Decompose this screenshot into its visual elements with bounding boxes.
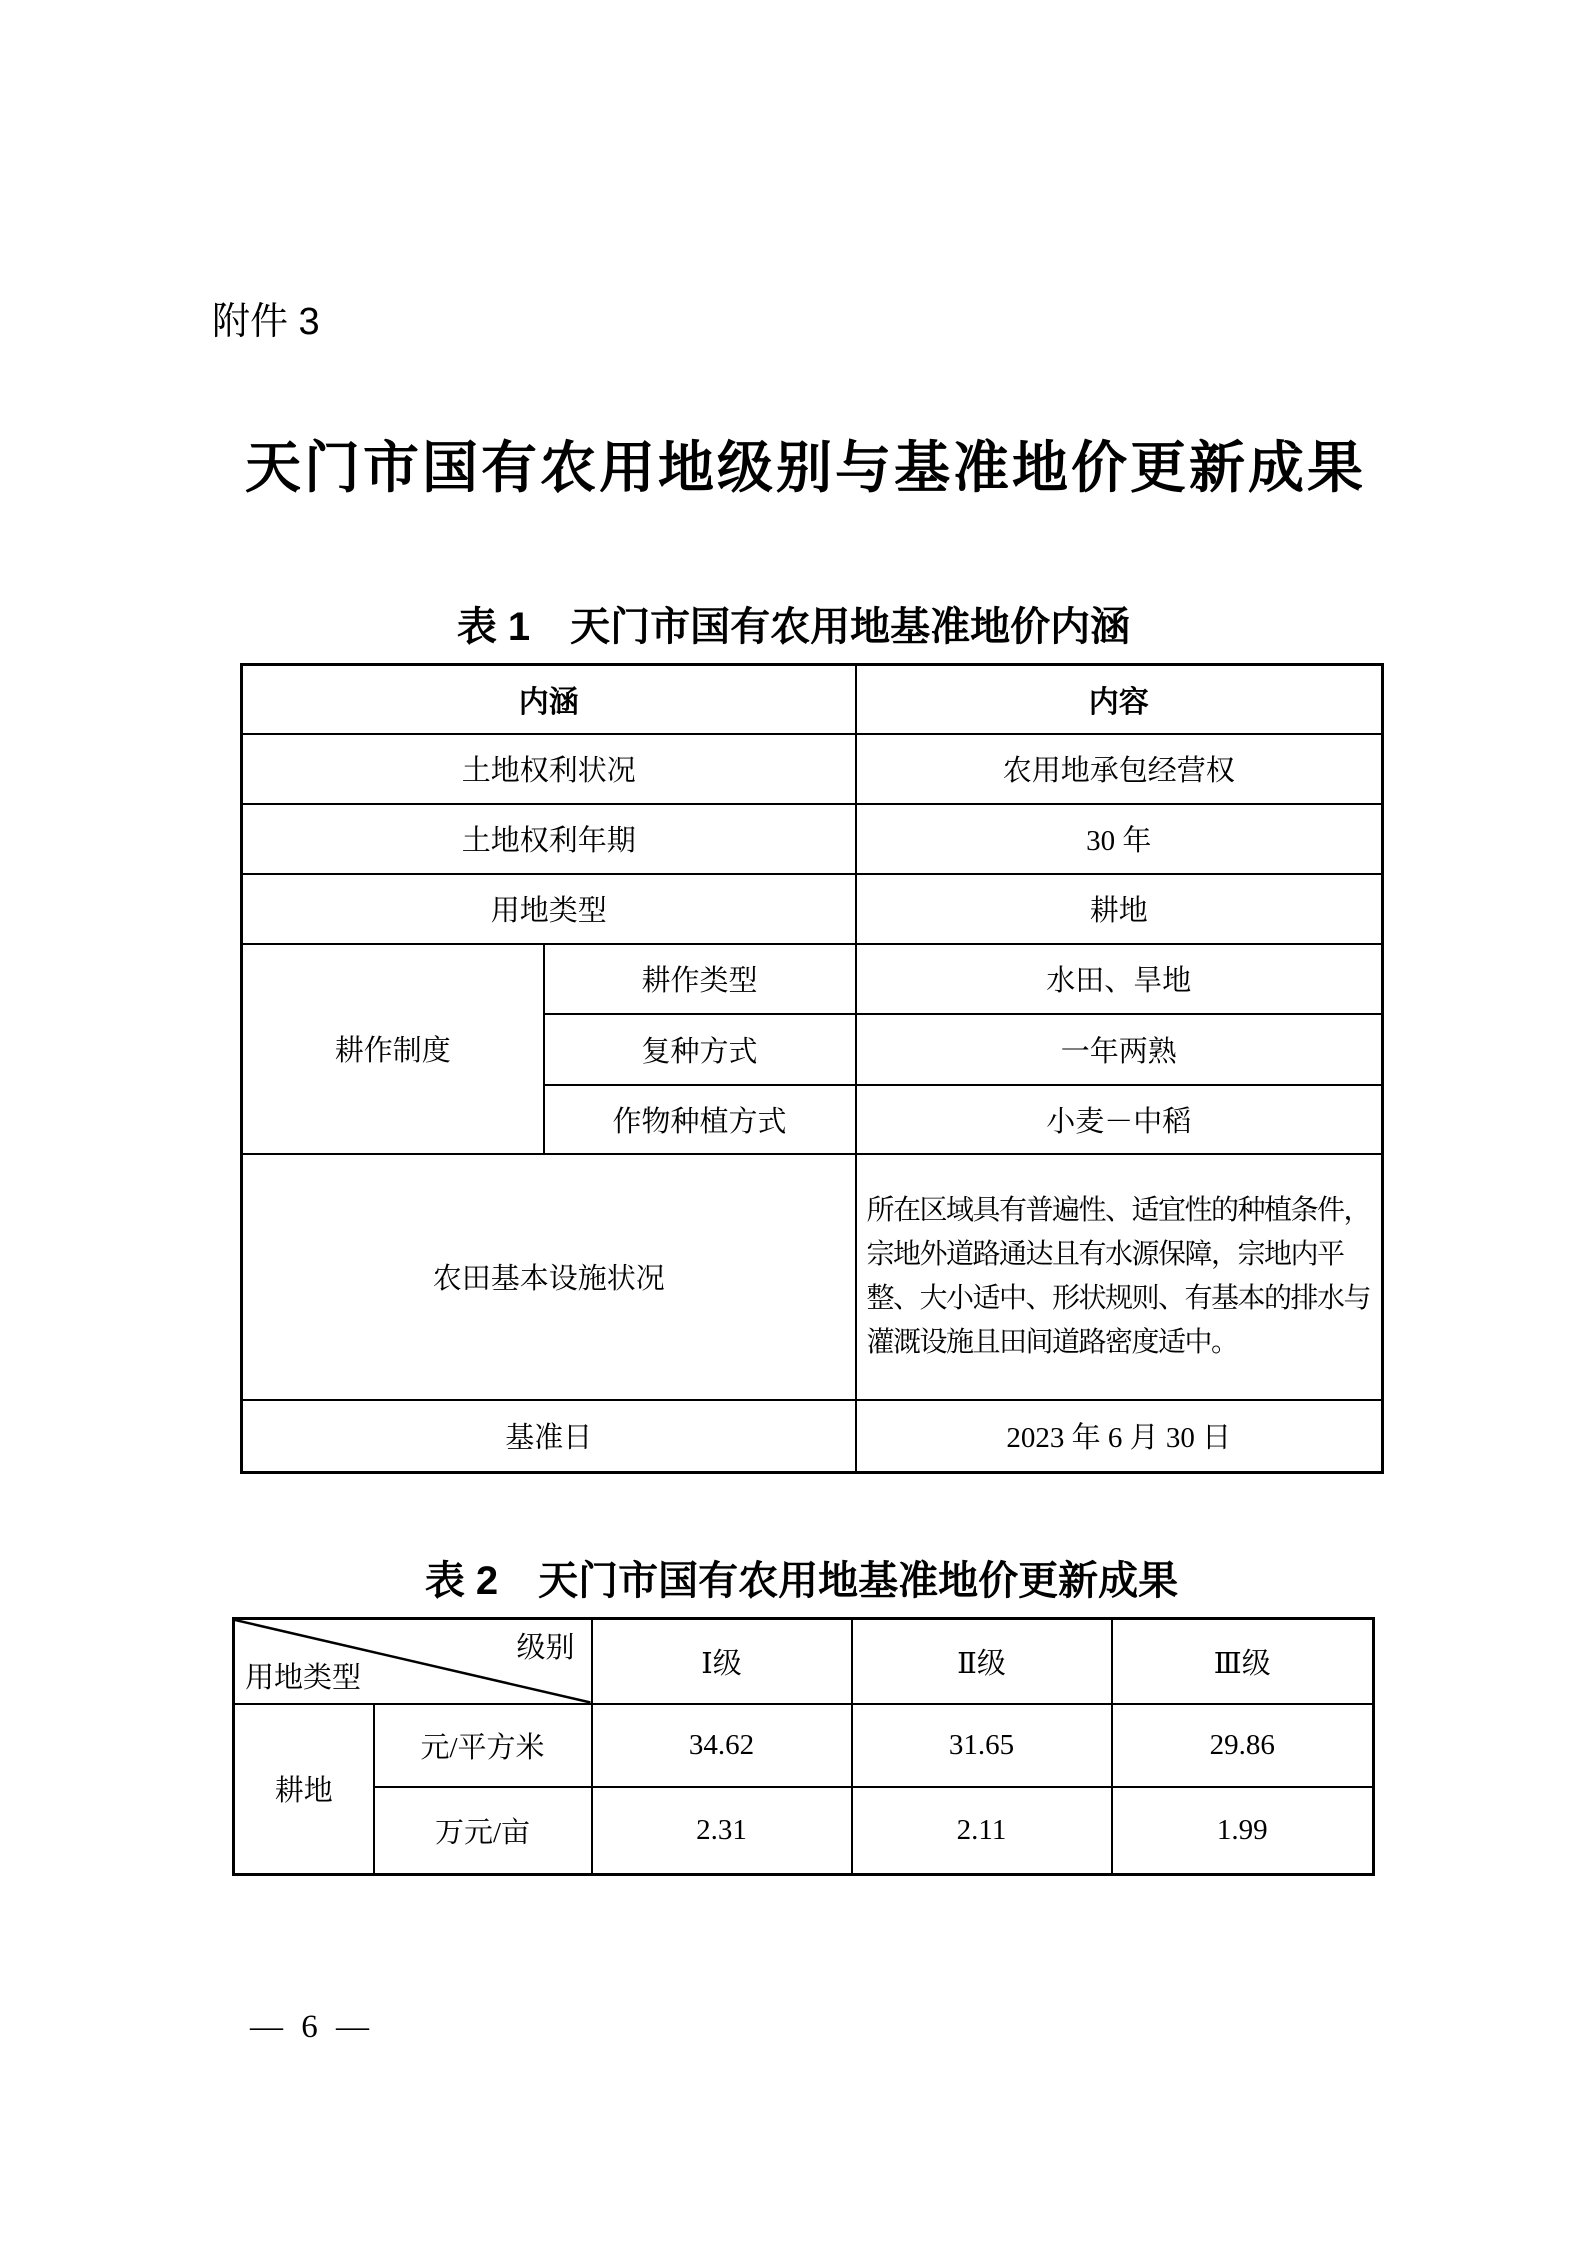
page-number: — 6 — [250, 2009, 374, 2045]
infrastructure-value: 所在区域具有普遍性、适宜性的种植条件，宗地外道路通达且有水源保障，宗地内平整、大小适中、形状规则、有基本的排水与灌溉设施且田间道路密度适中。 [856, 1154, 1383, 1400]
land-type-cell: 耕地 [234, 1704, 374, 1875]
diagonal-header-cell [234, 1619, 592, 1704]
table2-caption: 表 2 天门市国有农用地基准地价更新成果 [424, 1559, 1179, 1603]
table-row [242, 874, 1383, 944]
grade-2-header: Ⅱ级 [852, 1619, 1112, 1704]
table2-base-price-results [232, 1617, 1375, 1876]
table-row [234, 1787, 1374, 1875]
table-row [234, 1704, 1374, 1787]
diagonal-grade-label: 级别 [516, 1632, 575, 1664]
table-row [242, 1400, 1383, 1473]
table1-header-concept: 内涵 [242, 665, 856, 734]
land-use-type-label: 用地类型 [242, 874, 856, 944]
grade-1-header: Ⅰ级 [592, 1619, 852, 1704]
table1-base-price-connotation [240, 663, 1384, 1474]
table1-header-content: 内容 [856, 665, 1383, 734]
price-value: 31.65 [852, 1704, 1112, 1787]
grade-3-header: Ⅲ级 [1112, 1619, 1374, 1704]
land-right-status-label: 土地权利状况 [242, 734, 856, 804]
base-date-label: 基准日 [242, 1400, 856, 1473]
infrastructure-label: 农田基本设施状况 [242, 1154, 856, 1400]
table-row [242, 1154, 1383, 1400]
table1-header-row [242, 665, 1383, 734]
price-value: 2.31 [592, 1787, 852, 1875]
farming-sub-label: 复种方式 [544, 1014, 856, 1085]
land-right-status-value: 农用地承包经营权 [856, 734, 1383, 804]
price-value: 34.62 [592, 1704, 852, 1787]
price-value: 29.86 [1112, 1704, 1374, 1787]
unit-label: 万元/亩 [374, 1787, 592, 1875]
diagonal-landtype-label: 用地类型 [245, 1661, 362, 1694]
base-date-value: 2023 年 6 月 30 日 [856, 1400, 1383, 1473]
table1-caption: 表 1 天门市国有农用地基准地价内涵 [456, 605, 1131, 649]
table-row [242, 734, 1383, 804]
table2-header-row [234, 1619, 1374, 1704]
document-title: 天门市国有农用地级别与基准地价更新成果 [245, 438, 1366, 500]
land-right-term-value: 30 年 [856, 804, 1383, 874]
farming-sub-value: 水田、旱地 [856, 944, 1383, 1014]
price-value: 2.11 [852, 1787, 1112, 1875]
table-row [242, 944, 1383, 1014]
farming-sub-label: 耕作类型 [544, 944, 856, 1014]
table-row [242, 804, 1383, 874]
land-use-type-value: 耕地 [856, 874, 1383, 944]
attachment-label: 附件 3 [212, 301, 320, 343]
price-value: 1.99 [1112, 1787, 1374, 1875]
farming-sub-value: 一年两熟 [856, 1014, 1383, 1085]
land-right-term-label: 土地权利年期 [242, 804, 856, 874]
unit-label: 元/平方米 [374, 1704, 592, 1787]
farming-sub-label: 作物种植方式 [544, 1085, 856, 1154]
farming-system-label: 耕作制度 [242, 944, 544, 1154]
farming-sub-value: 小麦－中稻 [856, 1085, 1383, 1154]
